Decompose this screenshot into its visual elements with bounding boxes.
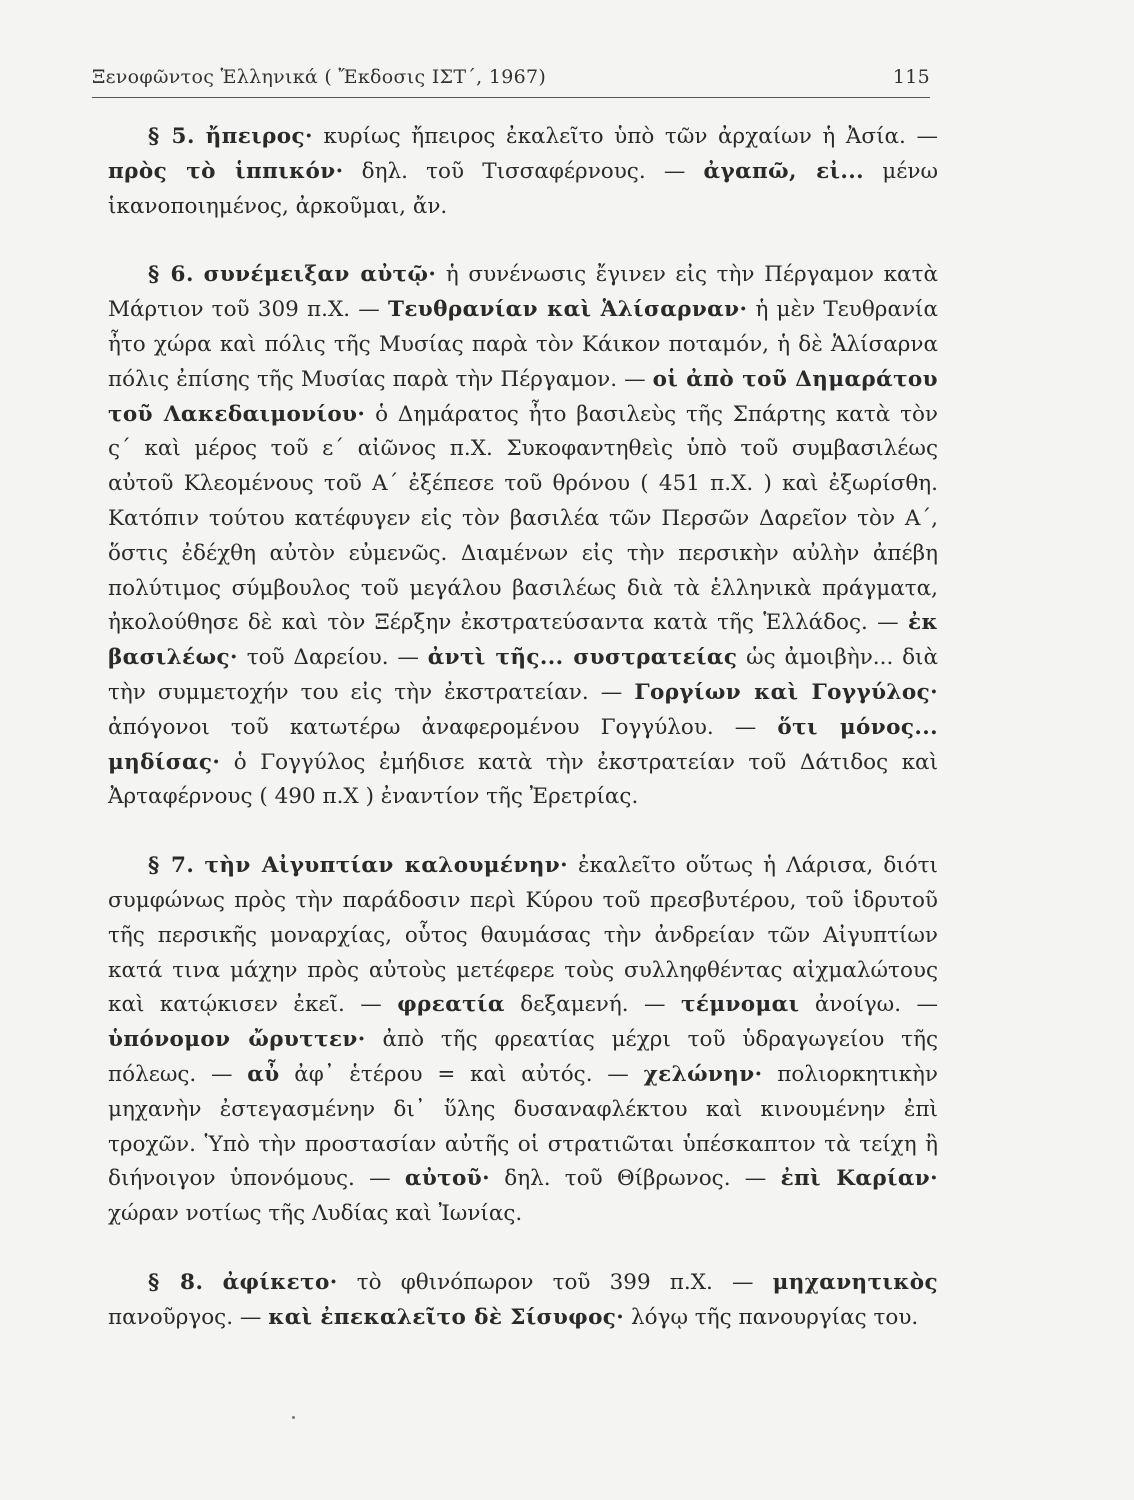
lemma: οἱ ἀπὸ τοῦ Δημαράτου τοῦ Λακεδαιμονίου· — [108, 366, 938, 427]
gloss: πανοῦργος. — — [108, 1304, 269, 1330]
section-number: § 8. — [148, 1269, 204, 1295]
page-number: 115 — [892, 66, 930, 88]
running-title: Ξενοφῶντος Ἑλληνικά ( Ἔκδοσις ΙΣΤ΄, 1967) — [92, 66, 547, 88]
lemma: Τευθρανίαν καὶ Ἁλίσαρναν· — [387, 297, 748, 323]
gloss: ἐκαλεῖτο οὕτως ἡ Λάρισα, διότι συμφώνως πρὸς τὴν παράδοσιν περὶ Κύρου τοῦ πρεσβυτέρου, τοῦ ἱδρυτοῦ τῆς περσικῆς μοναρχίας, οὗτος θαυμάσας τὴν ἀνδρείαν τῶν Αἰγυπτίων κατά τινα μάχην πρὸς αὐτοὺς μετέφερε τοὺς συλληφθέντας αἰχμαλώτους καὶ κατῴκισεν ἐκεῖ. — — [108, 853, 938, 1018]
header-rule — [92, 97, 930, 98]
gloss: χώραν νοτίως τῆς Λυδίας καὶ Ἰωνίας. — [108, 1201, 523, 1227]
lemma: ἐπὶ Καρίαν· — [780, 1166, 938, 1192]
gloss: δηλ. τοῦ Τισσαφέρνους. — — [343, 158, 704, 184]
lemma: μηχανητικὸς — [772, 1269, 938, 1295]
gloss: ἀφ᾽ ἑτέρου = καὶ αὐτός. — — [279, 1061, 644, 1087]
gloss: ὡς ἀμοιβὴν... διὰ τὴν συμμετοχήν του εἰς τὴν ἐκστρατείαν. — — [108, 645, 939, 705]
gloss: μένω ἱκανοποιημένος, ἀρκοῦμαι, ἄν. — [108, 158, 938, 219]
ink-speck — [292, 1416, 295, 1419]
lemma: ὅτι μόνος... μηδίσας· — [108, 714, 938, 775]
gloss: ἀνοίγω. — — [799, 992, 938, 1018]
gloss: ἀπόγονοι τοῦ κατωτέρω ἀναφερομένου Γογγύλου. — — [108, 714, 778, 740]
gloss: ὁ Δημάρατος ἦτο βασιλεὺς τῆς Σπάρτης κατὰ τὸν ς΄ καὶ μέρος τοῦ ε΄ αἰῶνος π.Χ. Συκοφαντηθεὶς ὑπὸ τοῦ συμβασιλέως αὐτοῦ Κλεομένους τοῦ Α΄ ἐξέπεσε τοῦ θρόνου ( 451 π.Χ. ) καὶ ἐξωρίσθη. Κατόπιν τούτου κατέφυγεν εἰς τὸν βασιλέα τῶν Περσῶν Δαρεῖον τὸν Α΄, ὅστις ἐδέχθη αὐτὸν εὐμενῶς. Διαμένων εἰς τὴν περσικὴν αὐλὴν ἀπέβη πολύτιμος σύμβουλος τοῦ μεγάλου βασιλέως διὰ τὰ ἑλληνικὰ πράγματα, ἠκολούθησε δὲ καὶ τὸν Ξέρξην ἐκστρατεύσαντα κατὰ τῆς Ἑλλάδος. — — [108, 401, 938, 636]
lemma: τὴν Αἰγυπτίαν καλουμένην· — [204, 853, 568, 879]
gloss: πολιορκητικὴν μηχανὴν ἐστεγασμένην δι᾽ ὕλης δυσαναφλέκτου καὶ κινουμένην ἐπὶ τροχῶν. Ὑπὸ τὴν προστασίαν αὐτῆς οἱ στρατιῶται ὑπέσκαπτον τὰ τείχη ἢ διήνοιγον ὑπονόμους. — — [108, 1061, 939, 1192]
lemma: ἀντὶ τῆς... συστρατείας — [427, 645, 738, 671]
gloss: λόγῳ τῆς πανουργίας του. — [624, 1304, 919, 1330]
gloss: κυρίως ἤπειρος ἐκαλεῖτο ὑπὸ τῶν ἀρχαίων ἡ Ἀσία. — — [312, 124, 938, 149]
gloss: δηλ. τοῦ Θίβρωνος. — — [489, 1166, 781, 1192]
gloss: τοῦ Δαρείου. — — [237, 645, 428, 671]
lemma: καὶ ἐπεκαλεῖτο δὲ Σίσυφος· — [268, 1304, 625, 1330]
lemma: ἤπειρος· — [205, 124, 313, 149]
lemma: ὑπόνομον ὤρυττεν· — [108, 1027, 366, 1053]
lemma: Γοργίων καὶ Γογγύλος· — [634, 679, 938, 705]
section-7 — [108, 849, 938, 1232]
lemma: ἀφίκετο· — [222, 1269, 338, 1295]
lemma: τέμνομαι — [680, 992, 800, 1018]
section-5 — [108, 120, 938, 224]
lemma: αὖ — [247, 1061, 280, 1087]
lemma: φρεατία — [397, 992, 505, 1018]
gloss: ὁ Γογγύλος ἐμήδισε κατὰ τὴν ἐκστρατείαν τοῦ Δάτιδος καὶ Ἀρταφέρνους ( 490 π.Χ ) ἐναντίον τῆς Ἐρετρίας. — [108, 749, 938, 810]
gloss: ἡ μὲν Τευθρανία ἦτο χώρα καὶ πόλις τῆς Μυσίας παρὰ τὸν Κάικον ποταμόν, ἡ δὲ Ἁλίσαρνα πόλις ἐπίσης τῆς Μυσίας παρὰ τὴν Πέργαμον. — — [108, 297, 938, 392]
lemma: αὐτοῦ· — [404, 1166, 490, 1192]
lemma: ἐκ βασιλέως· — [108, 610, 938, 671]
lemma: συνέμειξαν αὐτῷ· — [203, 262, 437, 288]
gloss: τὸ φθινόπωρον τοῦ 399 π.Χ. — — [337, 1269, 773, 1295]
lemma: ἀγαπῶ, εἰ... — [703, 158, 865, 184]
commentary-body — [108, 120, 938, 1336]
running-header — [92, 66, 930, 88]
section-number: § 6. — [148, 262, 194, 288]
section-6 — [108, 258, 938, 815]
gloss: ἀπὸ τῆς φρεατίας μέχρι τοῦ ὑδραγωγείου τῆς πόλεως. — — [108, 1027, 938, 1087]
gloss: ἡ συνένωσις ἔγινεν εἰς τὴν Πέργαμον κατὰ Μάρτιον τοῦ 309 π.Χ. — — [108, 262, 938, 323]
gloss: δεξαμενή. — — [504, 992, 681, 1018]
section-8 — [108, 1266, 938, 1336]
lemma: πρὸς τὸ ἱππικόν· — [108, 158, 344, 184]
lemma: χελώνην· — [643, 1061, 763, 1087]
section-number: § 7. — [148, 853, 195, 879]
section-number: § 5. — [148, 124, 195, 149]
